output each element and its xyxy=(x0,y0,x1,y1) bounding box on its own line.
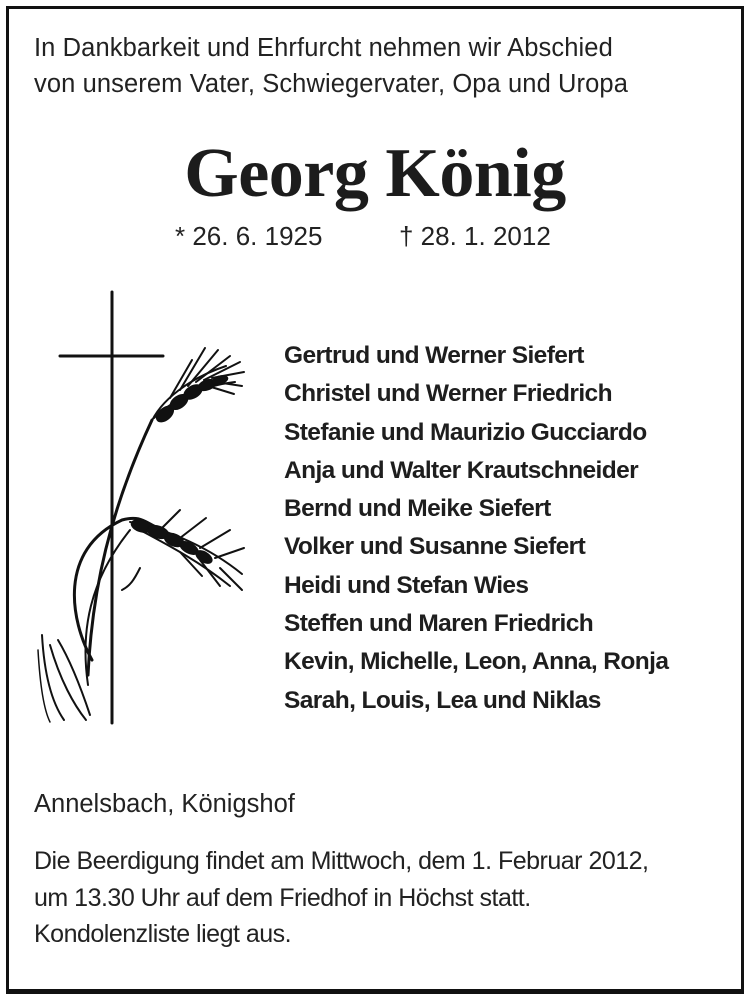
mourner-line: Stefanie und Maurizio Gucciardo xyxy=(284,418,647,446)
intro-line: von unserem Vater, Schwiegervater, Opa und Uropa xyxy=(34,70,628,98)
mourner-line: Anja und Walter Krautschneider xyxy=(284,456,639,484)
cross-with-wheat-icon xyxy=(30,290,260,730)
mourner-line: Kevin, Michelle, Leon, Anna, Ronja xyxy=(284,648,669,676)
mourner-line: Heidi und Stefan Wies xyxy=(284,571,529,599)
mourner-line: Christel und Werner Friedrich xyxy=(284,380,612,408)
funeral-details xyxy=(34,843,734,953)
deceased-name: Georg König xyxy=(184,135,566,212)
mourner-line: Volker und Susanne Siefert xyxy=(284,533,586,561)
intro-line: In Dankbarkeit und Ehrfurcht nehmen wir Abschied xyxy=(34,34,613,62)
funeral-line: Kondolenzliste liegt aus. xyxy=(34,920,292,948)
mourner-line: Gertrud und Werner Siefert xyxy=(284,342,584,369)
place-line: Annelsbach, Königshof xyxy=(34,790,295,818)
death-date: † 28. 1. 2012 xyxy=(399,221,551,251)
mourner-line: Sarah, Louis, Lea und Niklas xyxy=(284,686,601,714)
mourner-line: Bernd und Meike Siefert xyxy=(284,495,551,523)
intro-text xyxy=(34,30,724,102)
mourner-line: Steffen und Maren Friedrich xyxy=(284,610,594,638)
funeral-line: Die Beerdigung findet am Mittwoch, dem 1. Februar 2012, xyxy=(34,847,649,875)
mourners-list xyxy=(284,337,734,720)
funeral-line: um 13.30 Uhr auf dem Friedhof in Höchst statt. xyxy=(34,883,531,912)
birth-date: * 26. 6. 1925 xyxy=(175,221,323,251)
